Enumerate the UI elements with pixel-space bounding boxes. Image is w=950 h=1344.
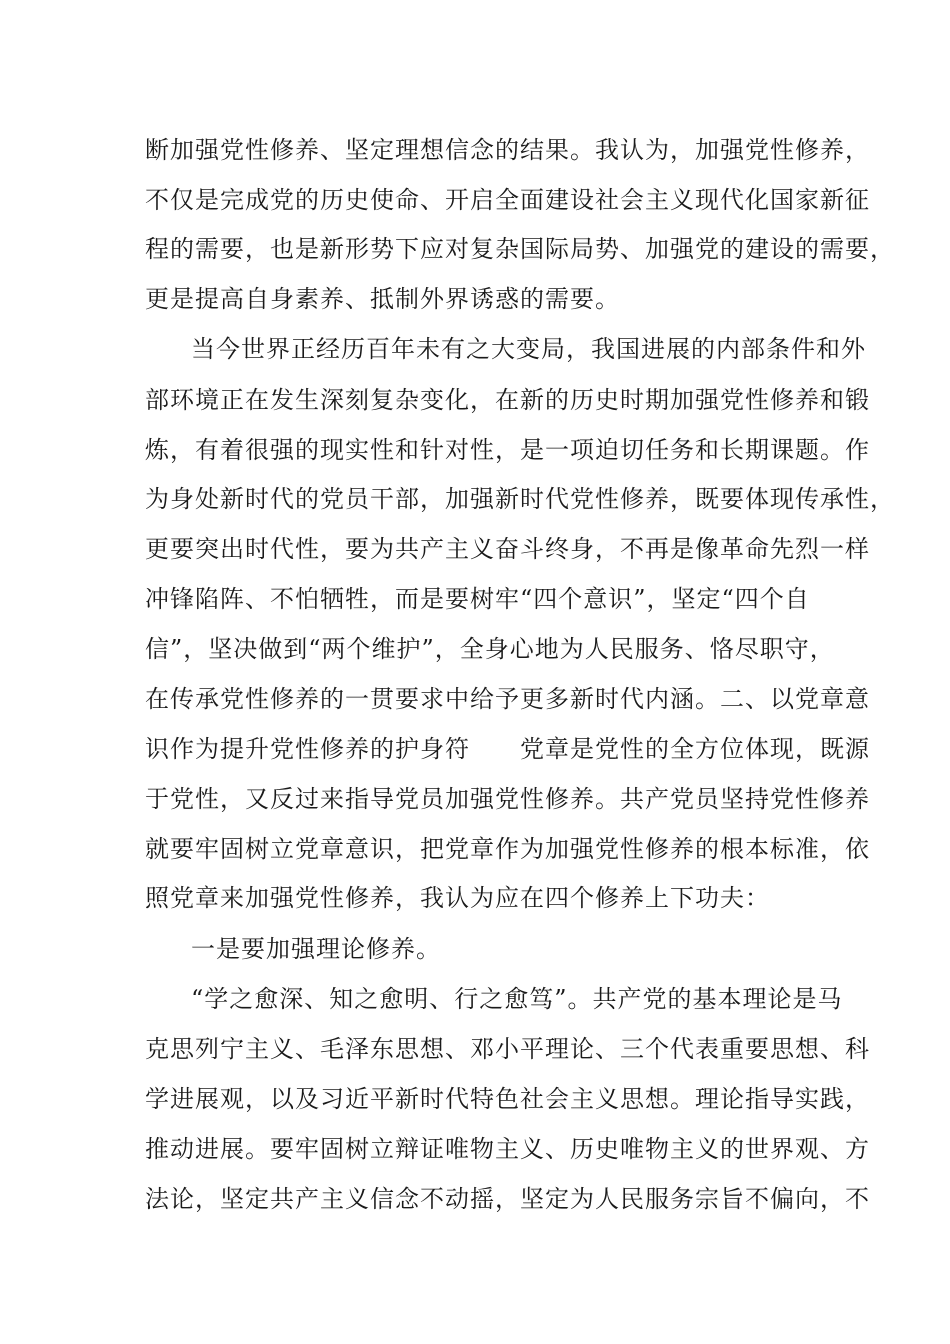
text-line: 照党章来加强党性修养，我认为应在四个修养上下功夫： <box>145 884 770 912</box>
text-line: 部环境正在发生深刻复杂变化，在新的历史时期加强党性修养和锻 <box>145 386 870 414</box>
text-line: 在传承党性修养的一贯要求中给予更多新时代内涵。二、以党章意 <box>145 685 870 713</box>
text-line: 冲锋陷阵、不怕牺牲，而是要树牢“四个意识”，坚定“四个自 <box>145 585 810 613</box>
text-line: 克思列宁主义、毛泽东思想、邓小平理论、三个代表重要思想、科 <box>145 1035 870 1063</box>
text-line: 更是提高自身素养、抵制外界诱惑的需要。 <box>145 285 620 313</box>
text-line: 当今世界正经历百年未有之大变局，我国进展的内部条件和外 <box>191 335 866 363</box>
text-line: 信”，坚决做到“两个维护”，全身心地为人民服务、恪尽职守， <box>145 635 835 663</box>
text-line: 学进展观，以及习近平新时代特色社会主义思想。理论指导实践， <box>145 1085 870 1113</box>
text-line: 更要突出时代性，要为共产主义奋斗终身，不再是像革命先烈一样 <box>145 535 870 563</box>
text-line: 一是要加强理论修养。 <box>191 935 441 963</box>
text-line: 为身处新时代的党员干部，加强新时代党性修养，既要体现传承性， <box>145 485 895 513</box>
text-line: 程的需要，也是新形势下应对复杂国际局势、加强党的建设的需要， <box>145 235 895 263</box>
text-line: 法论，坚定共产主义信念不动摇，坚定为人民服务宗旨不偏向，不 <box>145 1185 870 1213</box>
text-line: 推动进展。要牢固树立辩证唯物主义、历史唯物主义的世界观、方 <box>145 1135 870 1163</box>
text-line: “学之愈深、知之愈明、行之愈笃”。共产党的基本理论是马 <box>191 985 843 1013</box>
text-line: 识作为提升党性修养的护身符 党章是党性的全方位体现，既源 <box>145 735 870 763</box>
text-line: 不仅是完成党的历史使命、开启全面建设社会主义现代化国家新征 <box>145 186 870 214</box>
text-line: 于党性，又反过来指导党员加强党性修养。共产党员坚持党性修养 <box>145 785 870 813</box>
text-line: 就要牢固树立党章意识，把党章作为加强党性修养的根本标准，依 <box>145 835 870 863</box>
text-line: 炼，有着很强的现实性和针对性，是一项迫切任务和长期课题。作 <box>145 436 870 464</box>
text-line: 断加强党性修养、坚定理想信念的结果。我认为，加强党性修养， <box>145 136 870 164</box>
